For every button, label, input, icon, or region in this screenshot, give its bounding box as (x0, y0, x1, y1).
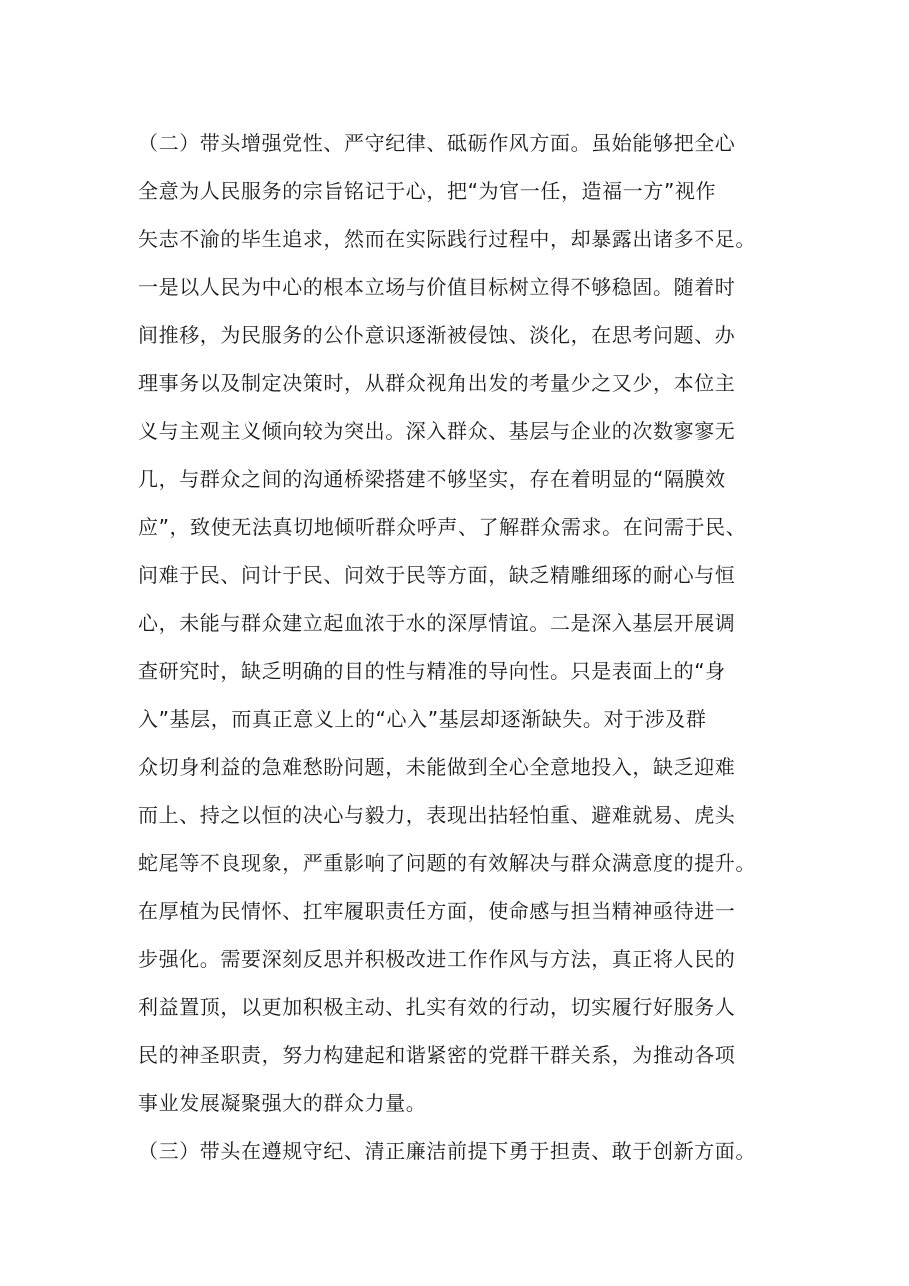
text-line: 在厚植为民情怀、扛牢履职责任方面，使命感与担当精神亟待进一 (138, 899, 736, 923)
text-line: 心，未能与群众建立起血浓于水的深厚情谊。二是深入基层开展调 (138, 611, 736, 635)
text-line: 事业发展凝聚强大的群众力量。 (138, 1091, 427, 1115)
text-line: 入”基层，而真正意义上的“心入”基层却逐渐缺失。对于涉及群 (138, 707, 707, 731)
text-line: 众切身利益的急难愁盼问题，未能做到全心全意地投入，缺乏迎难 (138, 755, 736, 779)
text-line: 利益置顶，以更加积极主动、扎实有效的行动，切实履行好服务人 (138, 995, 736, 1019)
text-line: 全意为人民服务的宗旨铭记于心，把“为官一任，造福一方”视作 (138, 179, 717, 203)
text-line: 步强化。需要深刻反思并积极改进工作作风与方法，真正将人民的 (138, 947, 736, 971)
text-line: 蛇尾等不良现象，严重影响了问题的有效解决与群众满意度的提升。 (138, 851, 756, 875)
text-line: 一是以人民为中心的根本立场与价值目标树立得不够稳固。随着时 (138, 275, 736, 299)
text-line: 几，与群众之间的沟通桥梁搭建不够坚实，存在着明显的“隔膜效 (138, 467, 726, 491)
text-line: 理事务以及制定决策时，从群众视角出发的考量少之又少，本位主 (138, 371, 736, 395)
text-line: （三）带头在遵规守纪、清正廉洁前提下勇于担责、敢于创新方面。 (138, 1139, 756, 1163)
text-line: （二）带头增强党性、严守纪律、砥砺作风方面。虽始能够把全心 (138, 131, 736, 155)
text-line: 查研究时，缺乏明确的目的性与精准的导向性。只是表面上的“身 (138, 659, 726, 683)
text-line: 而上、持之以恒的决心与毅力，表现出拈轻怕重、避难就易、虎头 (138, 803, 736, 827)
text-line: 间推移，为民服务的公仆意识逐渐被侵蚀、淡化，在思考问题、办 (138, 323, 736, 347)
text-line: 应”，致使无法真切地倾听群众呼声、了解群众需求。在问需于民、 (138, 515, 747, 539)
text-line: 问难于民、问计于民、问效于民等方面，缺乏精雕细琢的耐心与恒 (138, 563, 736, 587)
text-line: 矢志不渝的毕生追求，然而在实际践行过程中，却暴露出诸多不足。 (138, 227, 756, 251)
text-line: 义与主观主义倾向较为突出。深入群众、基层与企业的次数寥寥无 (138, 419, 736, 443)
text-line: 民的神圣职责，努力构建起和谐紧密的党群干群关系，为推动各项 (138, 1043, 736, 1067)
